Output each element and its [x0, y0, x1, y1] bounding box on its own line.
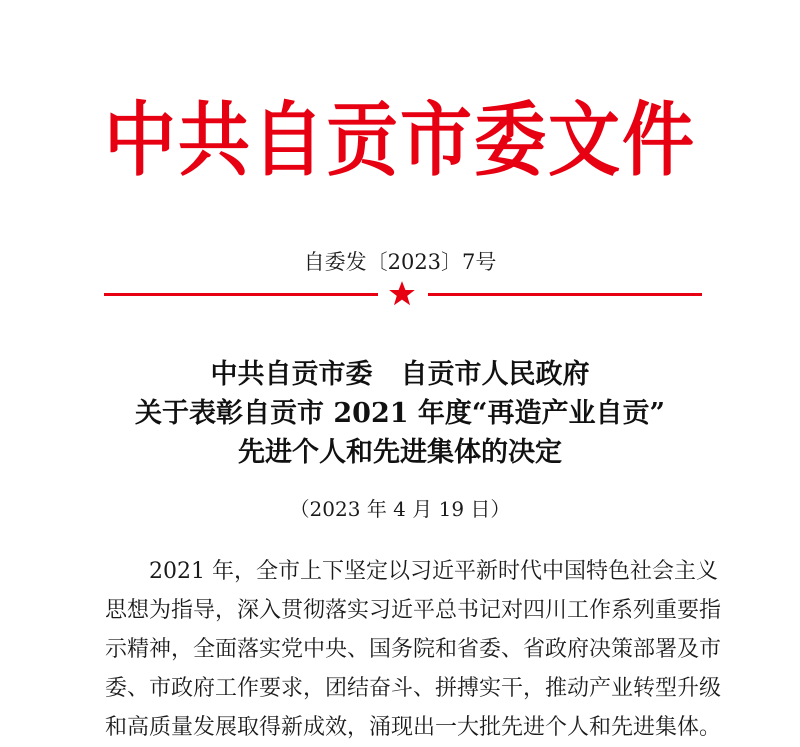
body-paragraph-line: 思想为指导，深入贯彻落实习近平总书记对四川工作系列重要指: [105, 598, 722, 623]
body-paragraph-line: 委、市政府工作要求，团结奋斗、拼搏实干，推动产业转型升级: [105, 676, 722, 701]
title-issuer-party: 中共自贡市委: [210, 359, 373, 390]
body-paragraph-line: 2021 年，全市上下坚定以习近平新时代中国特色社会主义: [149, 559, 718, 584]
document-title-line-3: 先进个人和先进集体的决定: [238, 437, 562, 468]
document-title-line-2: 关于表彰自贡市 2021 年度“再造产业自贡”: [134, 398, 665, 429]
document-date: （2023 年 4 月 19 日）: [289, 497, 511, 521]
document-title-line-1: [0, 355, 800, 395]
red-rule-right: [428, 293, 702, 296]
red-star-icon: [388, 280, 416, 308]
title-issuer-government: 自贡市人民政府: [400, 359, 590, 390]
document-masthead: 中共自贡市委文件: [103, 91, 696, 188]
document-number: 自委发〔2023〕7号: [303, 250, 497, 274]
body-paragraph-line: 示精神，全面落实党中央、国务院和省委、省政府决策部署及市: [105, 637, 722, 662]
body-paragraph-line: 和高质量发展取得新成效，涌现出一大批先进个人和先进集体。: [105, 715, 722, 740]
red-rule-left: [104, 293, 378, 296]
